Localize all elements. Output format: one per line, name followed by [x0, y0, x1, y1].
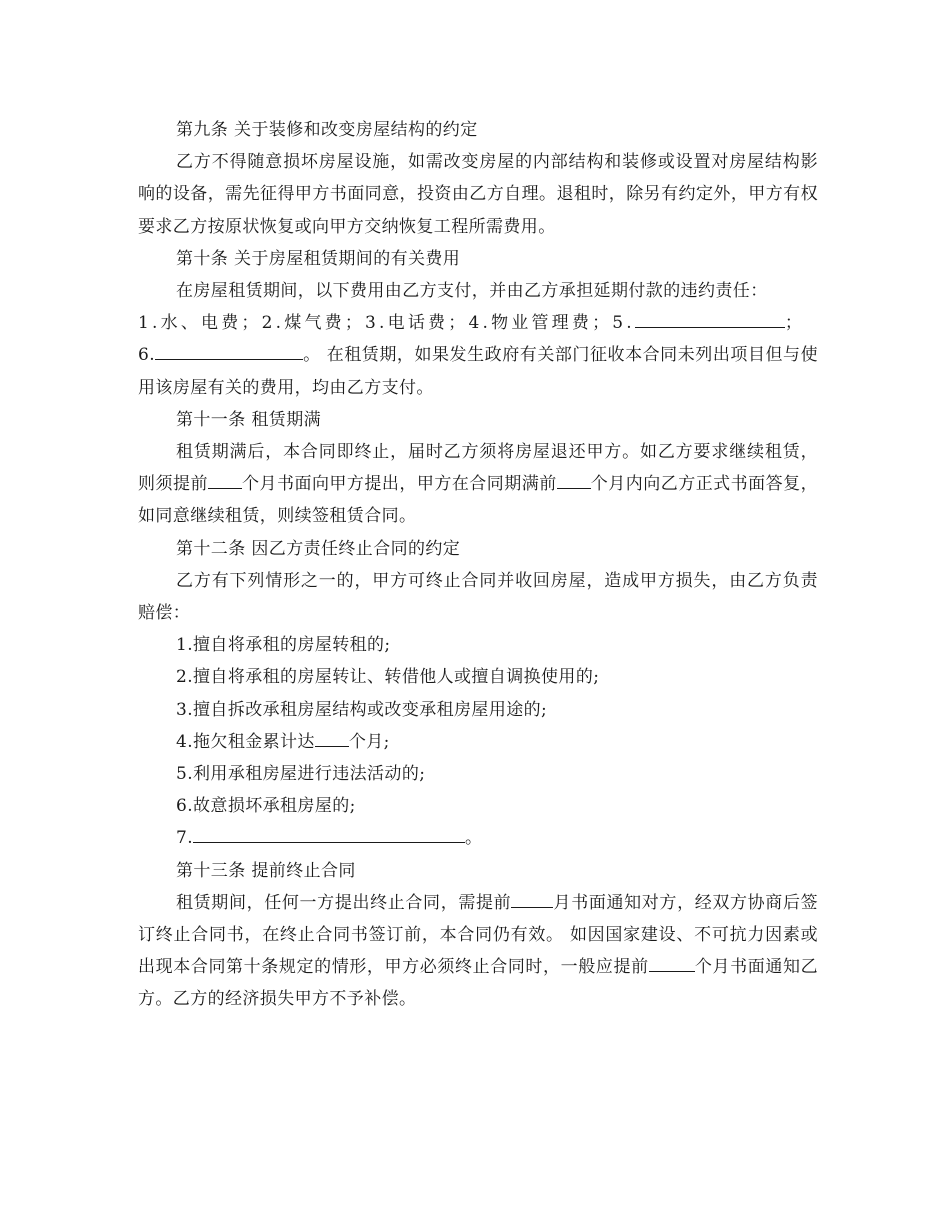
- fee-6-blank: [155, 341, 303, 360]
- article-12-item-2: 2.擅自将承租的房屋转让、转借他人或擅自调换使用的;: [176, 667, 600, 688]
- article-13-heading: 第十三条 提前终止合同: [176, 860, 356, 881]
- article-12-item-6: 6.故意损坏承租房屋的;: [176, 796, 356, 817]
- article-11-heading: 第十一条 租赁期满: [176, 409, 322, 430]
- fees-separator: ；: [784, 313, 806, 334]
- article-9-heading: 第九条 关于装修和改变房屋结构的约定: [176, 120, 478, 140]
- arrears-months-blank: [315, 728, 349, 747]
- article-10-intro: 在房屋租赁期间，以下费用由乙方支付，并由乙方承担延期付款的违约责任：: [176, 281, 768, 302]
- fee-5-blank: [635, 309, 785, 328]
- article-11-text-a: 租赁期满后，本合同即终止，届时乙方须将房屋退还甲方。如乙方要求继续租赁，则须提前: [138, 442, 818, 495]
- article-10-fees: [138, 307, 818, 339]
- termination-notice-blank: [511, 889, 553, 908]
- fees-list: 1.水、电费；2.煤气费；3.电话费；4.物业管理费；5.: [138, 313, 635, 334]
- article-12-item-4: [138, 726, 818, 758]
- article-13-text-b: 月书面通知对方，经双方协商后签订终止合同书，在终止合同书签订前，本合同仍有效。 如因国家建设、不可抗力因素或出现本合同第十条规定的情形，甲方必须终止合同时，一般应提前: [138, 892, 818, 978]
- contract-page: [138, 114, 818, 1016]
- article-12-item-7: [138, 822, 818, 854]
- renewal-reply-blank: [557, 470, 591, 489]
- item-7-blank: [193, 824, 465, 843]
- article-12-item-1: 1.擅自将承租的房屋转租的;: [176, 635, 391, 656]
- item-7-suffix: 。: [465, 828, 483, 849]
- fee-6-prefix: 6.: [138, 345, 156, 366]
- article-11-body: [138, 436, 818, 533]
- article-12-intro: 乙方有下列情形之一的，甲方可终止合同并收回房屋，造成甲方损失，由乙方负责赔偿：: [138, 570, 818, 624]
- article-9-body: 乙方不得随意损坏房屋设施，如需改变房屋的内部结构和装修或设置对房屋结构影响的设备，需先征得甲方书面同意，投资由乙方自理。退租时，除另有约定外，甲方有权要求乙方按原状恢复或向甲方交纳恢复工程所需费用。: [138, 152, 818, 237]
- article-10-item6: [138, 339, 818, 403]
- article-13-text-a: 租赁期间，任何一方提出终止合同，需提前: [176, 892, 512, 913]
- item-4-prefix: 4.拖欠租金累计达: [176, 731, 315, 752]
- article-11-text-b: 个月书面向甲方提出，甲方在合同期满前: [241, 474, 557, 495]
- government-notice-blank: [649, 953, 695, 972]
- renewal-notice-blank: [208, 470, 242, 489]
- article-10-heading: 第十条 关于房屋租赁期间的有关费用: [176, 248, 461, 269]
- article-12-heading: 第十二条 因乙方责任终止合同的约定: [176, 538, 461, 559]
- item-7-prefix: 7.: [176, 828, 194, 849]
- article-11-text-c: 个月内向乙方正式书面答复，如同意继续租赁，则续签租赁合同。: [138, 474, 818, 527]
- article-13-text-c: 个月书面通知乙方。乙方的经济损失甲方不予补偿。: [138, 957, 818, 1010]
- fee-6-suffix: 。 在租赁期，如果发生政府有关部门征收本合同未列出项目但与使用该房屋有关的费用，均由乙方支付。: [138, 345, 818, 398]
- article-12-item-5: 5.利用承租房屋进行违法活动的;: [176, 764, 426, 785]
- item-4-suffix: 个月;: [348, 731, 390, 752]
- article-13-body: [138, 887, 818, 1016]
- article-12-item-3: 3.擅自拆改承租房屋结构或改变承租房屋用途的;: [176, 699, 548, 720]
